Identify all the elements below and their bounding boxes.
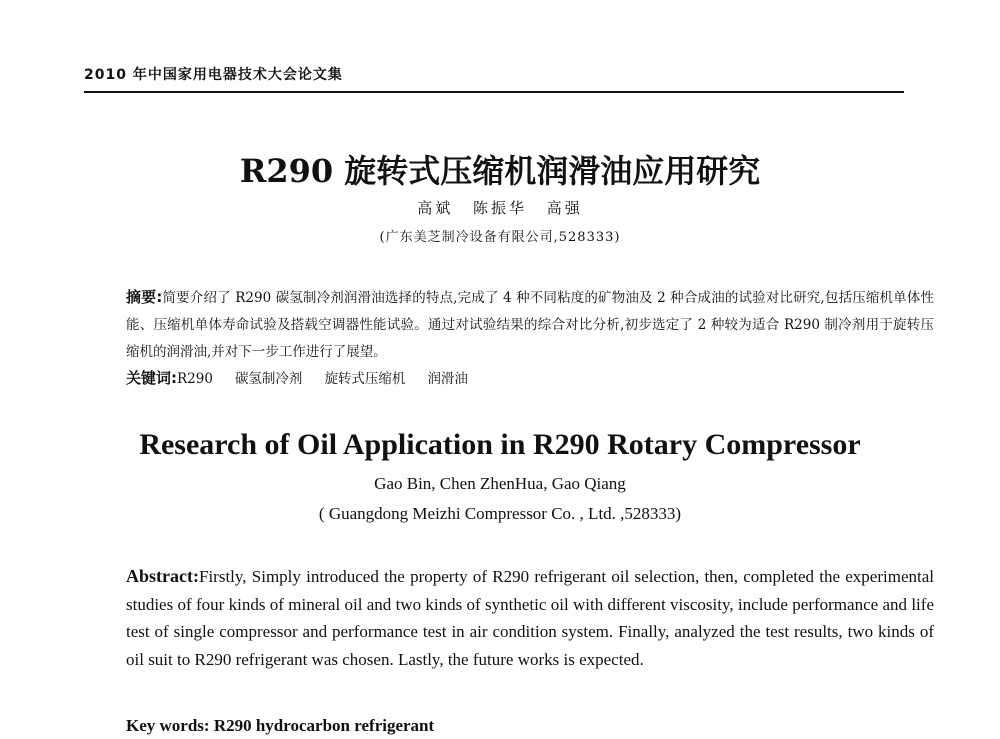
keyword: R290	[177, 371, 213, 387]
english-affiliation: ( Guangdong Meizhi Compressor Co. , Ltd. ,528333)	[318, 504, 682, 523]
english-title: Research of Oil Application in R290 Rotary Compressor	[139, 428, 861, 461]
chinese-abstract-text: 简要介绍了 R290 碳氢制冷剂润滑油选择的特点,完成了 4 种不同粘度的矿物油及 2 种合成油的试验对比研究,包括压缩机单体性能、压缩机单体寿命试验及搭载空调器性能试验。通过对试验结果的综合对比分析,初步选定了 2 种较为适合 R290 制冷剂用于旋转压缩机的润滑油,并对下一步工作进行了展望。	[126, 290, 934, 360]
english-authors: Gao Bin, Chen ZhenHua, Gao Qiang	[374, 474, 626, 493]
english-abstract-text: Firstly, Simply introduced the property of R290 refrigerant oil selection, then, completed the experimental studies of four kinds of mineral oil and two kinds of synthetic oil with different viscosity, include performance and life test of single compressor and performance test in air condition system. Finally, analyzed the test results, two kinds of oil suit to R290 refrigerant was chosen. Lastly, the future works is expected.	[126, 567, 934, 669]
chinese-title: R290 旋转式压缩机润滑油应用研究	[239, 152, 761, 190]
keyword: 碳氢制冷剂	[234, 371, 303, 387]
chinese-abstract-label: 摘要:	[126, 288, 163, 306]
chinese-authors: 高斌 陈振华 高强	[417, 199, 583, 217]
chinese-keywords-label: 关键词:	[126, 369, 177, 387]
chinese-keywords	[126, 365, 886, 393]
english-abstract-label: Abstract:	[126, 566, 199, 586]
header-divider	[84, 91, 904, 93]
chinese-affiliation: (广东美芝制冷设备有限公司,528333)	[379, 230, 621, 245]
chinese-abstract	[84, 284, 934, 366]
running-header	[84, 64, 904, 84]
english-abstract	[84, 563, 934, 673]
english-keywords-partial: Key words: R290 hydrocarbon refrigerant	[126, 716, 435, 735]
proceedings-title: 2010 年中国家用电器技术大会论文集	[84, 67, 343, 83]
keyword: 润滑油	[427, 371, 468, 387]
keyword: 旋转式压缩机	[324, 371, 406, 387]
